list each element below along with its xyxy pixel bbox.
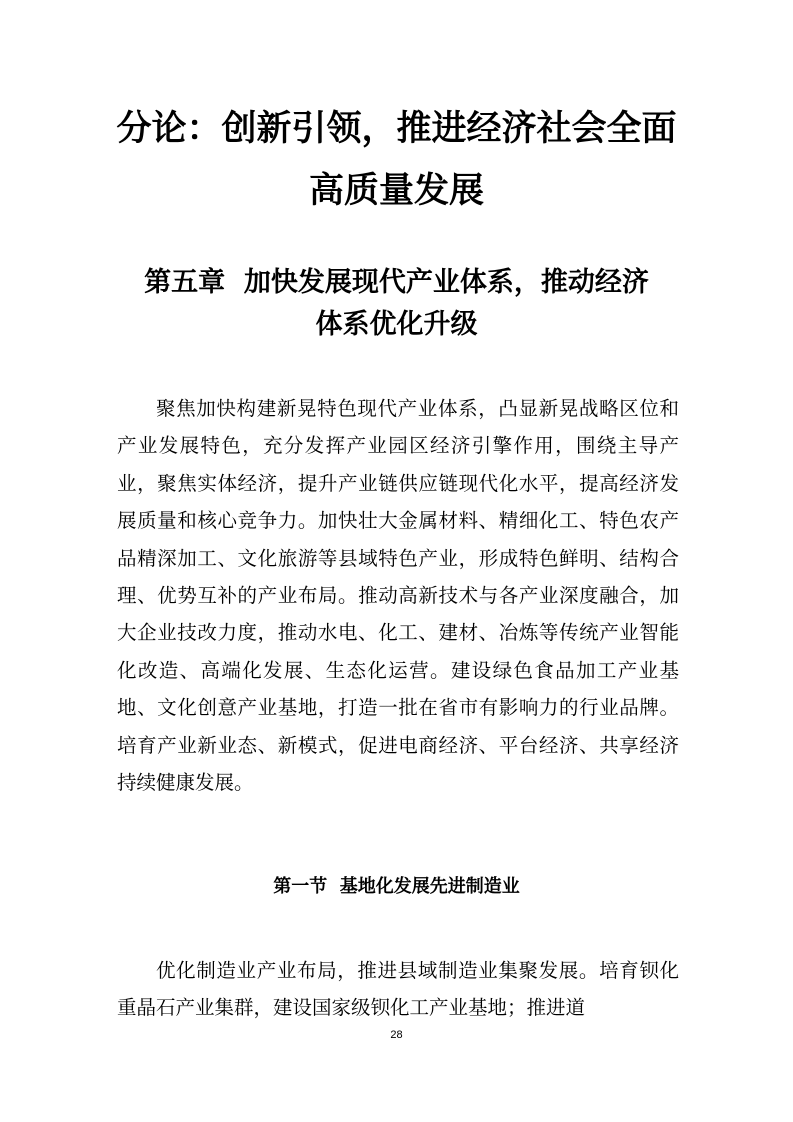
body-paragraph-2: 优化制造业产业布局，推进县域制造业集聚发展。培育钡化重晶石产业集群，建设国家级钡化工产业基地；推进道 [117, 959, 679, 1020]
chapter-title-line-1: 第五章 加快发展现代产业体系，推动经济 [144, 267, 649, 298]
page-number: 28 [390, 1029, 403, 1041]
part-title-line-1: 分论：创新引领，推进经济社会全面 [116, 108, 677, 149]
part-title [60, 98, 733, 222]
part-title-line-2: 高质量发展 [308, 170, 484, 211]
chapter-title [60, 262, 733, 346]
body-paragraph-1: 聚焦加快构建新晃特色现代产业体系，凸显新晃战略区位和产业发展特色，充分发挥产业园区经济引擎作用，围绕主导产业，聚焦实体经济，提升产业链供应链现代化水平，提高经济发展质量和核心竞争力。加快壮大金属材料、精细化工、特色农产品精深加工、文化旅游等县域特色产业，形成特色鲜明、结构合理、优势互补的产业布局。推动高新技术与各产业深度融合，加大企业技改力度，推动水电、化工、建材、冶炼等传统产业智能化改造、高端化发展、生态化运营。建设绿色食品加工产业基地、文化创意产业基地，打造一批在省市有影响力的行业品牌。培育产业新业态、新模式，促进电商经济、平台经济、共享经济持续健康发展。 [117, 397, 679, 795]
section-title: 第一节 基地化发展先进制造业 [273, 876, 520, 897]
chapter-title-line-2: 体系优化升级 [315, 309, 478, 340]
